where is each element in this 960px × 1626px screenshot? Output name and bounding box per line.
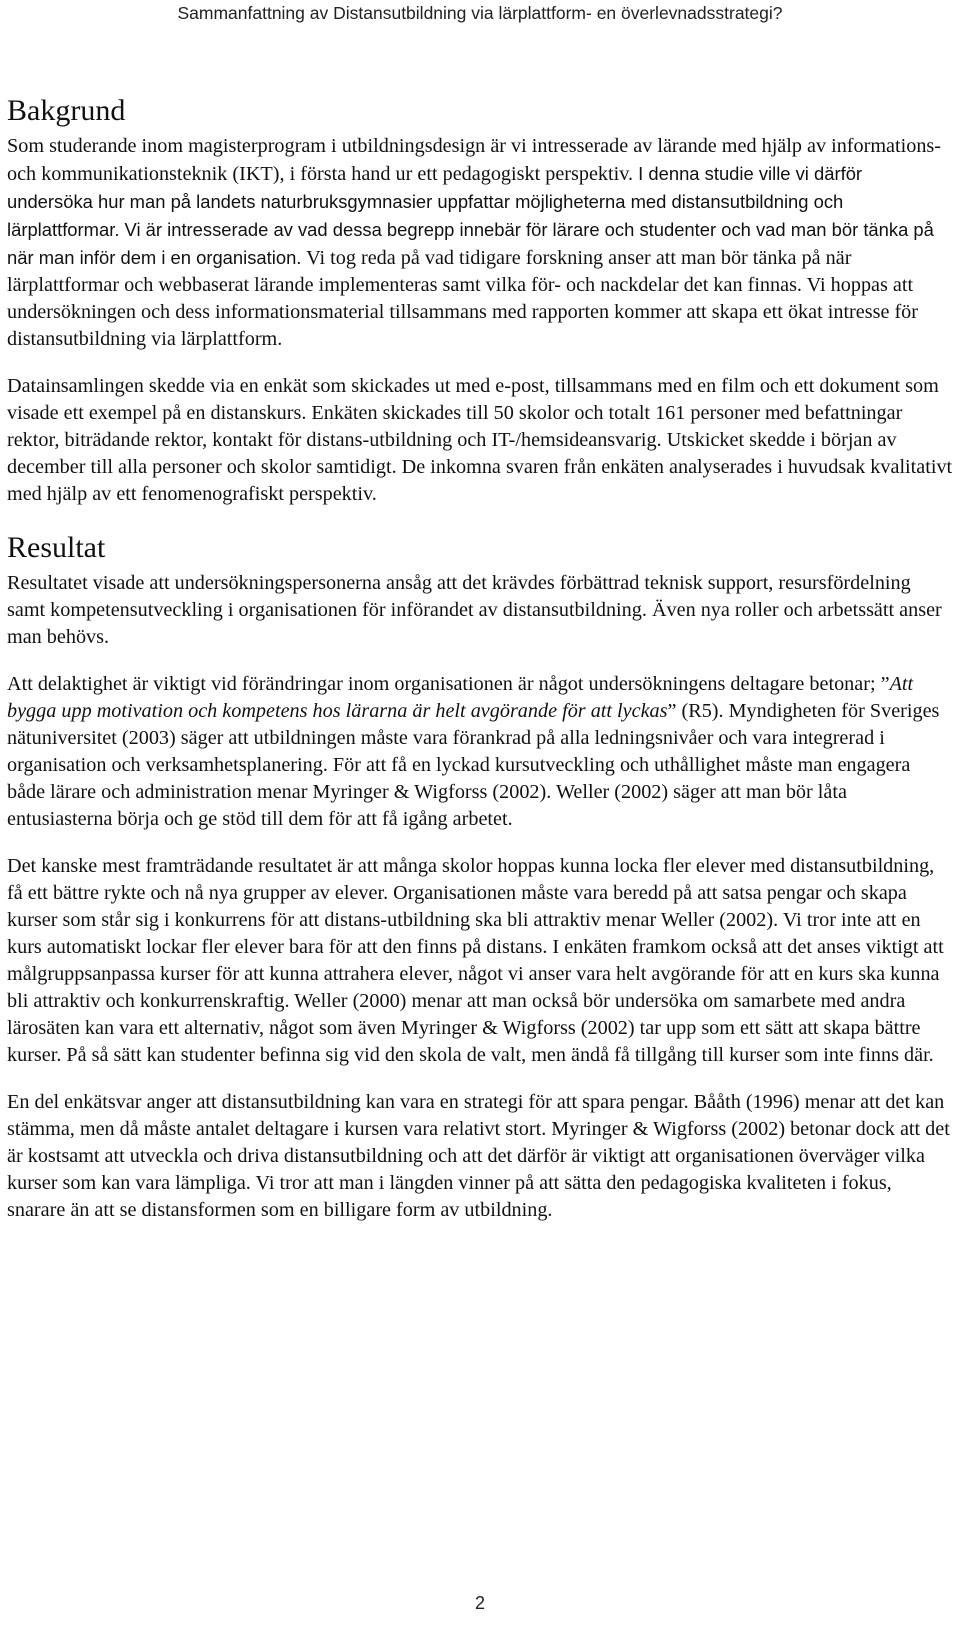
paragraph-resultat-2-rest: ” (R5). Myndigheten för Sveriges nätuniversitet (2003) säger att utbildningen måste vara förankrad på alla ledningsnivåer och vara integrerad i organisation och verksamhetsplanering. För att få en lyckad kursutveckling och uthållighet måste man engagera både lärare och administration menar Myringer & Wigforss (2002). Weller (2002) säger att man bör låta entusiasterna börja och ge stöd till dem för att få igång arbetet. xyxy=(7,700,940,830)
running-header: Sammanfattning av Distansutbildning via lärplattform- en överlevnadsstrategi? xyxy=(177,3,783,23)
paragraph-resultat-3: Det kanske mest framträdande resultatet är att många skolor hoppas kunna locka fler elever med distansutbildning, få ett bättre rykte och nå nya grupper av elever. Organisationen måste vara beredd på att satsa pengar och skapa kurser som står sig i konkurrens för att distans-utbildning ska bli attraktiv menar Weller (2002). Vi tror inte att en kurs automatiskt lockar fler elever bara för att den finns på distans. I enkäten framkom också att det anses viktigt att målgruppsanpassa kurser för att kunna attrahera elever, något vi anser vara helt avgörande för att en kurs ska kunna bli attraktiv och konkurrenskraftig. Weller (2000) menar att man också bör undersöka om samarbete med andra lärosäten kan vara ett alternativ, något som även Myringer & Wigforss (2002) tar upp som ett sätt att skapa bättre kurser. På så sätt kan studenter befinna sig vid den skola de valt, men ändå få tillgång till kurser som inte finns där. xyxy=(7,855,944,1066)
paragraph-bakgrund-2: Datainsamlingen skedde via en enkät som skickades ut med e-post, tillsammans med en film och ett dokument som visade ett exempel på en distanskurs. Enkäten skickades till 50 skolor och totalt 161 personer med befattningar rektor, biträdande rektor, kontakt för distans-utbildning och IT-/hemsideansvarig. Utskicket skedde i början av december till alla personer och skolor samtidigt. De inkomna svaren från enkäten analyserades i huvudsak kvalitativt med hjälp av ett fenomenografiskt perspektiv. xyxy=(7,375,953,505)
paragraph-resultat-1: Resultatet visade att undersökningspersonerna ansåg att det krävdes förbättrad teknisk support, resursfördelning samt kompetensutveckling i organisationen för införandet av distansutbildning. Även nya roller och arbetssätt anser man behövs. xyxy=(7,572,942,648)
paragraph-resultat-2-intro: Att delaktighet är viktigt vid förändringar inom organisationen är något undersökningens deltagare betonar; ” xyxy=(7,673,890,695)
document-body xyxy=(7,93,953,1224)
paragraph-bakgrund-1 xyxy=(7,133,953,353)
page-number: 2 xyxy=(474,1593,485,1613)
paragraph-bakgrund-1-part-3: Vi tog reda på vad tidigare forskning anser att man bör tänka på när lärplattformar och webbaserat lärande implementeras samt vilka för- och nackdelar det kan finnas. Vi hoppas att undersökningen och dess informationsmaterial tillsammans med rapporten kommer att skapa ett ökat intresse för distansutbildning via lärplattform. xyxy=(7,247,919,350)
heading-bakgrund: Bakgrund xyxy=(7,94,126,127)
paragraph-bakgrund-1-part-1: Som studerande inom magisterprogram i utbildningsdesign är vi intresserade av lärande med hjälp av informations- och kommunikationsteknik (IKT), i första hand ur ett pedagogiskt perspektiv. xyxy=(7,135,941,185)
paragraph-resultat-2 xyxy=(7,671,953,833)
heading-resultat: Resultat xyxy=(7,531,106,564)
quote-r5: Att bygga upp motivation och kompetens hos lärarna är helt avgörande för att lyckas xyxy=(7,673,914,722)
paragraph-resultat-4: En del enkätsvar anger att distansutbildning kan vara en strategi för att spara pengar. Bååth (1996) menar att det kan stämma, men då måste antalet deltagare i kursen vara relativt stort. Myringer & Wigforss (2002) betonar dock att det är kostsamt att utveckla och driva distansutbildning och att det därför är viktigt att organisationen överväger vilka kurser som kan vara lämpliga. Vi tror att man i längden vinner på att sätta den pedagogiska kvaliteten i fokus, snarare än att se distansformen som en billigare form av utbildning. xyxy=(7,1091,950,1221)
paragraph-bakgrund-1-part-2: I denna studie ville vi därför undersöka hur man på landets naturbruksgymnasier uppfattar möjligheterna med distansutbildning och lärplattformar. Vi är intresserade av vad dessa begrepp innebär för lärare och studenter och vad man bör tänka på när man inför dem i en organisation. xyxy=(7,163,934,268)
